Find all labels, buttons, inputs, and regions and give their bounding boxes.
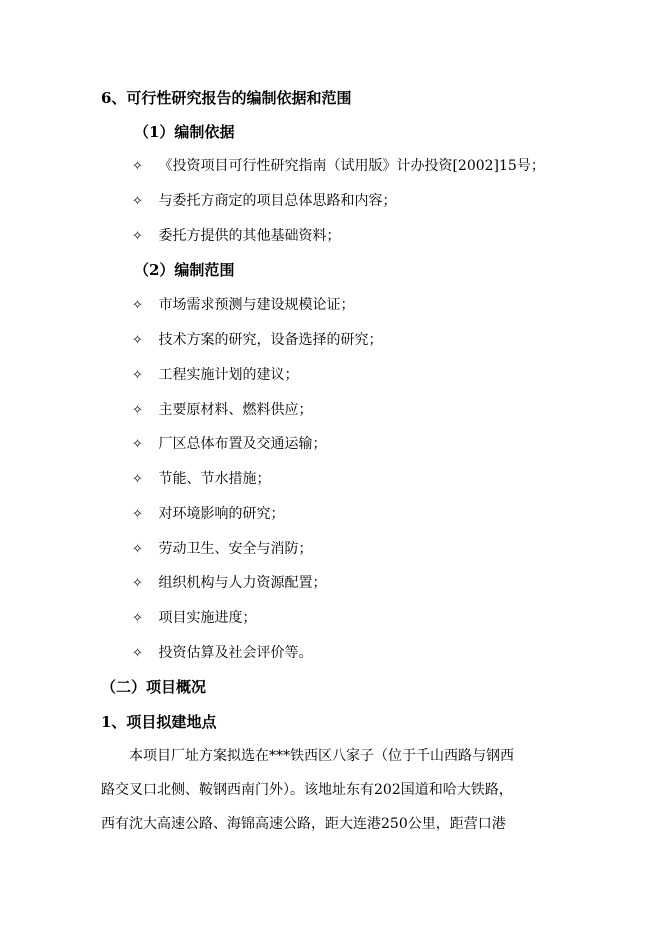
- diamond-bullet-icon: ✧: [132, 472, 143, 487]
- list-item: [132, 365, 298, 386]
- list-item: [132, 469, 270, 490]
- list-item-text: 投资估算及社会评价等。: [158, 645, 313, 661]
- list-item-text: 工程实施计划的建议；: [158, 367, 299, 383]
- diamond-bullet-icon: ✧: [132, 646, 143, 661]
- list-item-text: 市场需求预测与建设规模论证；: [158, 297, 355, 313]
- heading-6: 6、可行性研究报告的编制依据和范围: [101, 89, 352, 107]
- diamond-bullet-icon: ✧: [132, 437, 143, 452]
- list-item-text: 组织机构与人力资源配置；: [158, 575, 327, 591]
- list-item-text: 与委托方商定的项目总体思路和内容；: [158, 193, 397, 209]
- section-title-site: 1、项目拟建地点: [101, 713, 217, 731]
- list-item: [132, 434, 326, 455]
- list-item-text: 劳动卫生、安全与消防；: [158, 541, 313, 557]
- paragraph-line: 路交叉口北侧、鞍钢西南门外）。该地址东有202国道和哈大铁路，: [101, 782, 513, 798]
- list-item: [132, 295, 354, 316]
- paragraph-line: 西有沈大高速公路、海锦高速公路，距大连港250公里，距营口港: [101, 816, 506, 832]
- list-item-text: 节能、节水措施；: [158, 471, 271, 487]
- diamond-bullet-icon: ✧: [132, 159, 143, 174]
- subheading-scope: （2）编制范围: [134, 261, 235, 279]
- list-item: [132, 330, 382, 351]
- diamond-bullet-icon: ✧: [132, 333, 143, 348]
- list-item-text: 对环境影响的研究；: [158, 506, 285, 522]
- list-item: [132, 226, 340, 247]
- list-item-text: 厂区总体布置及交通运输；: [158, 436, 327, 452]
- diamond-bullet-icon: ✧: [132, 542, 143, 557]
- list-item-text: 主要原材料、燃料供应；: [158, 402, 313, 418]
- list-item: [132, 539, 312, 560]
- list-item: [132, 156, 545, 177]
- paragraph-line: 本项目厂址方案拟选在***铁西区八家子（位于千山西路与钢西: [129, 748, 514, 764]
- list-item: [132, 191, 396, 212]
- diamond-bullet-icon: ✧: [132, 403, 143, 418]
- list-item: [132, 608, 256, 629]
- subheading-basis: （1）编制依据: [134, 123, 235, 141]
- list-item-text: 项目实施进度；: [158, 610, 257, 626]
- list-item-text: 委托方提供的其他基础资料；: [158, 228, 341, 244]
- list-item: [132, 643, 312, 664]
- list-item-text: 《投资项目可行性研究指南（试用版》计办投资[2002]15号；: [158, 158, 545, 174]
- diamond-bullet-icon: ✧: [132, 507, 143, 522]
- list-item: [132, 504, 284, 525]
- diamond-bullet-icon: ✧: [132, 368, 143, 383]
- diamond-bullet-icon: ✧: [132, 576, 143, 591]
- list-item: [132, 400, 312, 421]
- section-title-project-overview: （二）项目概况: [101, 678, 207, 696]
- list-item: [132, 573, 326, 594]
- diamond-bullet-icon: ✧: [132, 194, 143, 209]
- list-item-text: 技术方案的研究，设备选择的研究；: [158, 332, 383, 348]
- diamond-bullet-icon: ✧: [132, 611, 143, 626]
- diamond-bullet-icon: ✧: [132, 298, 143, 313]
- diamond-bullet-icon: ✧: [132, 229, 143, 244]
